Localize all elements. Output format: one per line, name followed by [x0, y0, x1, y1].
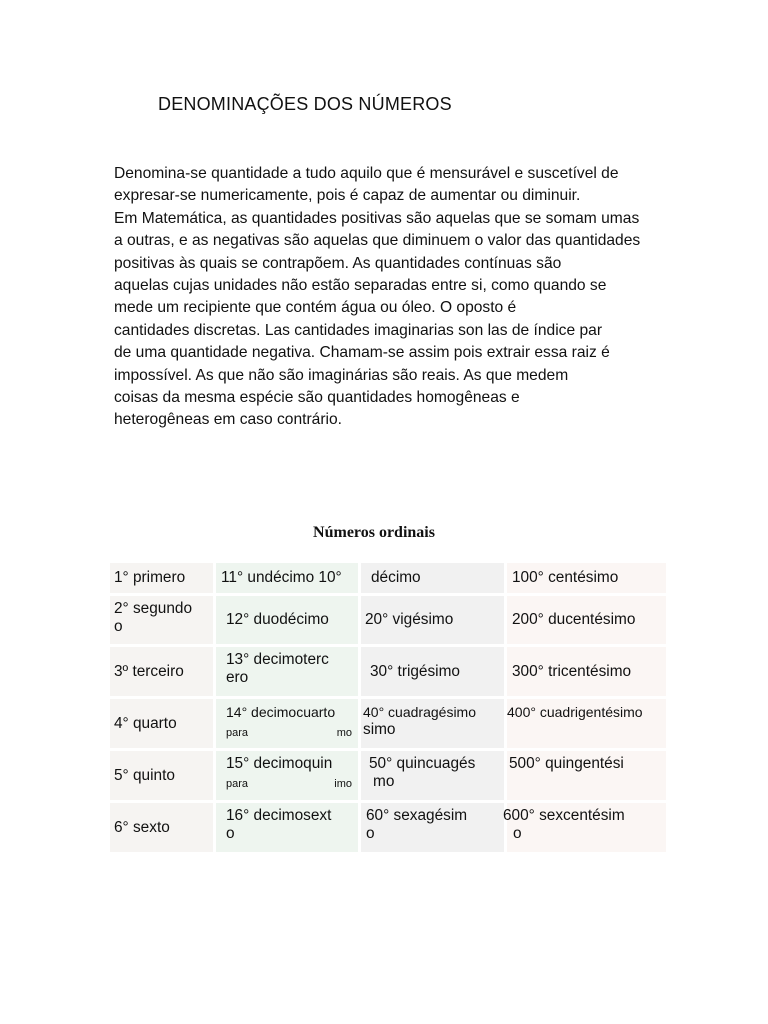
cell-text: 16° decimosext	[226, 807, 332, 824]
table-cell	[361, 803, 504, 852]
cell-text: 600° sexcentésim	[503, 807, 625, 824]
cell-text: 2° segundo	[114, 600, 193, 617]
cell-text: 12° duodécimo	[226, 611, 329, 628]
table-cell	[507, 647, 666, 696]
table-cell	[110, 647, 213, 696]
paragraph-line: positivas às quais se contrapõem. As quantidades contínuas são	[114, 254, 562, 272]
table-cell	[110, 699, 213, 748]
table-cell	[216, 699, 358, 748]
paragraph-line: Em Matemática, as quantidades positivas são aquelas que se somam umas	[114, 209, 640, 227]
cell-text: mo	[373, 773, 395, 790]
table-cell	[110, 803, 213, 852]
cell-text: 15° decimoquin	[226, 755, 333, 772]
paragraph-line: a outras, e as negativas são aquelas que diminuem o valor das quantidades	[114, 232, 641, 250]
cell-text: 20° vigésimo	[365, 611, 454, 628]
table-cell	[361, 751, 504, 800]
intro-paragraph	[114, 163, 714, 432]
table-cell	[110, 751, 213, 800]
table-cell	[503, 803, 666, 852]
cell-text: 3º terceiro	[114, 662, 184, 680]
cell-text: mo	[336, 727, 352, 739]
ordinals-table	[110, 563, 669, 855]
table-cell	[507, 596, 666, 644]
table-row	[110, 803, 669, 852]
paragraph-line: mede um recipiente que contém água ou óleo. O oposto é	[114, 299, 517, 317]
cell-text: o	[513, 825, 522, 842]
page-title: DENOMINAÇÕES DOS NÚMEROS	[158, 94, 452, 114]
paragraph-line: impossível. As que não são imaginárias são reais. As que medem	[114, 366, 569, 384]
table-row	[110, 751, 669, 800]
cell-text: ero	[226, 669, 249, 686]
cell-text: 500° quingentési	[509, 755, 624, 772]
cell-text: simo	[363, 721, 396, 738]
cell-text: 200° ducentésimo	[512, 611, 636, 628]
cell-text: 40° cuadragésimo	[363, 704, 476, 720]
table-cell	[216, 647, 358, 696]
table-cell	[216, 563, 358, 593]
table-cell	[507, 751, 666, 800]
paragraph-line: coisas da mesma espécie são quantidades homogêneas e	[114, 389, 520, 407]
table-cell	[507, 563, 666, 593]
table-cell	[361, 596, 504, 644]
paragraph-line: Denomina-se quantidade a tudo aquilo que é mensurável e suscetível de	[114, 165, 619, 182]
table-cell	[216, 803, 358, 852]
table-cell	[216, 751, 358, 800]
cell-text: 300° tricentésimo	[512, 662, 632, 680]
paragraph-line: expresar-se numericamente, pois é capaz de aumentar ou diminuir.	[114, 187, 581, 205]
cell-text: o	[366, 825, 375, 842]
paragraph-line: heterogêneas em caso contrário.	[114, 411, 342, 429]
cell-text: imo	[334, 778, 352, 790]
table-cell	[361, 699, 504, 748]
table-cell	[361, 647, 504, 696]
table-cell	[110, 596, 213, 644]
paragraph-line: cantidades discretas. Las cantidades imaginarias son las de índice par	[114, 321, 603, 339]
cell-text: décimo	[371, 569, 421, 586]
cell-text: 30° trigésimo	[370, 662, 460, 680]
table-caption: Números ordinais	[313, 524, 435, 541]
cell-text: 50° quincuagés	[369, 755, 476, 772]
table-cell	[507, 699, 666, 748]
cell-text: 13° decimoterc	[226, 651, 329, 668]
table-row	[110, 596, 669, 644]
cell-text: o	[114, 618, 123, 635]
table-row	[110, 563, 669, 593]
cell-text: para	[226, 778, 249, 790]
cell-text: 400° cuadrigentésimo	[507, 704, 643, 720]
paragraph-line: aquelas cujas unidades não estão separadas entre si, como quando se	[114, 277, 607, 295]
table-row	[110, 699, 669, 748]
cell-text: 11° undécimo 10°	[221, 569, 342, 586]
paragraph-line: de uma quantidade negativa. Chamam-se assim pois extrair essa raiz é	[114, 344, 610, 362]
table-cell	[110, 563, 213, 593]
cell-text: 6° sexto	[114, 818, 170, 836]
table-cell	[216, 596, 358, 644]
cell-text: para	[226, 727, 249, 739]
cell-text: 5° quinto	[114, 766, 175, 784]
cell-text: 1° primero	[114, 569, 186, 586]
cell-text: 14° decimocuarto	[226, 704, 336, 720]
cell-text: 100° centésimo	[512, 569, 619, 586]
cell-text: o	[226, 825, 235, 842]
cell-text: 4° quarto	[114, 714, 177, 732]
table-cell	[361, 563, 504, 593]
cell-text: 60° sexagésim	[366, 807, 468, 824]
table-row	[110, 647, 669, 696]
